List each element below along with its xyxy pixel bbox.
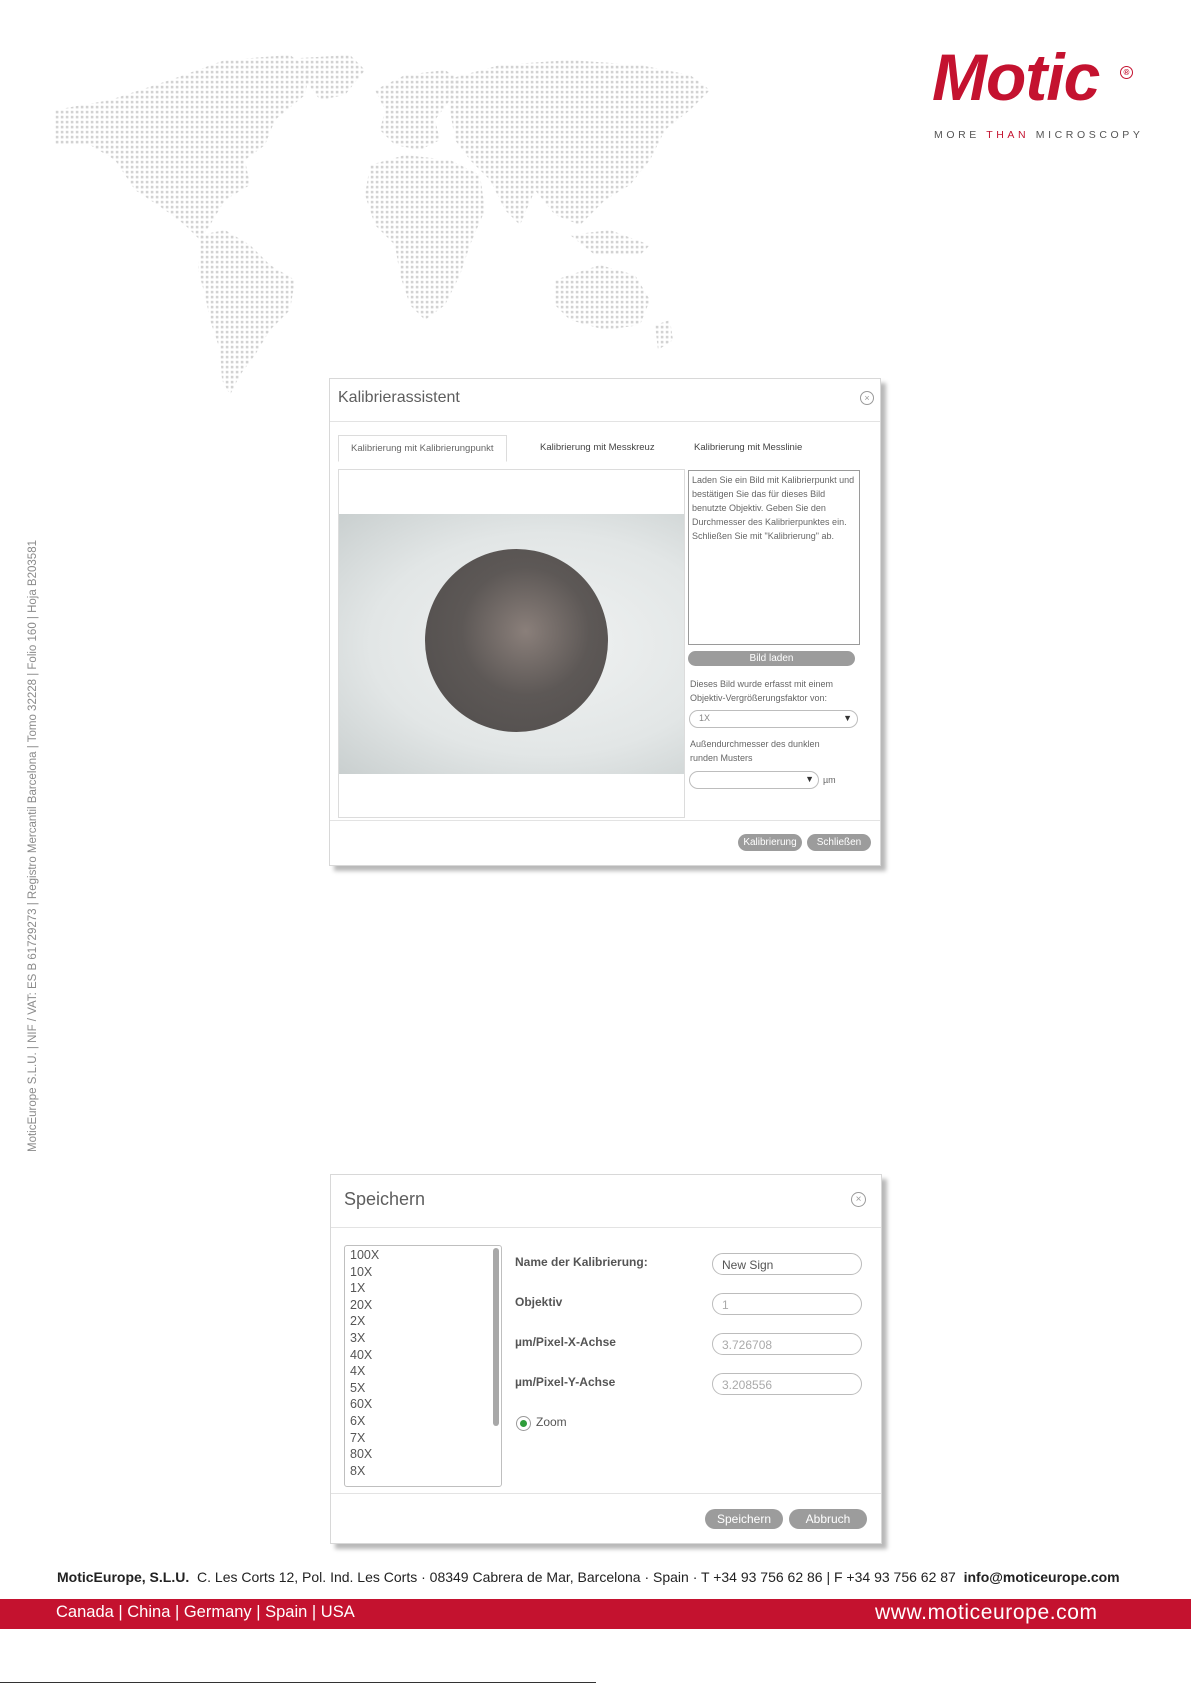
list-item[interactable]: 80X [350, 1447, 373, 1462]
name-field[interactable]: New Sign [712, 1253, 862, 1275]
world-map-graphic [50, 50, 750, 400]
motic-logo: Motic [932, 40, 1100, 114]
close-icon[interactable]: × [851, 1192, 866, 1207]
list-item[interactable]: 1X [350, 1281, 366, 1296]
instructions-text: Laden Sie ein Bild mit Kalibrierpunkt und bestätigen Sie das für dieses Bild benutzte Objektiv. Geben Sie den Durchmesser des Kalibrierpunktes ein. Schließen Sie mit "Kalibrierung" ab. [692, 475, 855, 541]
zoom-radio[interactable] [516, 1416, 531, 1431]
diameter-label: Außendurchmesser des dunklen runden Musters [690, 739, 820, 763]
company-name: MoticEurope, S.L.U. [57, 1569, 190, 1585]
tab-measuring-line[interactable]: Kalibrierung mit Messlinie [694, 442, 803, 453]
magnification-label: Dieses Bild wurde erfasst mit einem Objektiv-Vergrößerungsfaktor von: [690, 679, 834, 703]
list-item[interactable]: 8X [350, 1463, 366, 1478]
tab-measuring-cross[interactable]: Kalibrierung mit Messkreuz [540, 442, 655, 453]
diameter-unit: µm [823, 775, 836, 785]
list-item[interactable]: 2X [350, 1314, 366, 1329]
calibration-dialog-title: Kalibrierassistent [338, 389, 460, 406]
save-dialog-title: Speichern [344, 1189, 426, 1209]
brand-tagline: MORE THAN MICROSCOPY [934, 129, 1144, 141]
chevron-down-icon[interactable]: ▼ [843, 713, 852, 723]
load-image-button[interactable]: Bild laden [688, 651, 855, 666]
magnification-select[interactable] [689, 710, 858, 728]
calibration-dot [425, 549, 608, 732]
instructions-box [688, 470, 860, 645]
diameter-input[interactable] [689, 771, 819, 789]
list-item[interactable]: 5X [350, 1380, 366, 1395]
name-label: Name der Kalibrierung: [515, 1255, 648, 1269]
chevron-down-icon[interactable]: ▼ [805, 774, 814, 784]
calibration-list[interactable] [344, 1245, 502, 1487]
email-link[interactable]: info@moticeurope.com [963, 1569, 1120, 1585]
list-item[interactable]: 40X [350, 1347, 373, 1362]
y-axis-label: µm/Pixel-Y-Achse [515, 1375, 616, 1389]
objective-label: Objektiv [515, 1295, 563, 1309]
magnification-value: 1X [699, 713, 711, 723]
list-item[interactable]: 100X [350, 1248, 380, 1262]
list-item[interactable]: 20X [350, 1297, 373, 1312]
cancel-button[interactable]: Abbruch [789, 1509, 867, 1529]
y-axis-field[interactable]: 3.208556 [712, 1373, 862, 1395]
bottom-divider [0, 1682, 596, 1683]
list-item[interactable]: 4X [350, 1364, 366, 1379]
footer-address-line [57, 1569, 1120, 1585]
close-icon[interactable]: × [860, 391, 874, 405]
registered-mark: ® [1120, 66, 1133, 79]
legal-info-vertical: MoticEurope S.L.U. | NIF / VAT: ES B 61729273 | Registro Mercantil Barcelona | Tomo 32228 | Folio 160 | Hoja B203581 [27, 540, 39, 1152]
image-preview-panel [338, 469, 685, 818]
countries-list: Canada | China | Germany | Spain | USA [56, 1603, 355, 1621]
list-item[interactable]: 6X [350, 1413, 366, 1428]
close-button[interactable]: Schließen [807, 834, 871, 851]
x-axis-field[interactable]: 3.726708 [712, 1333, 862, 1355]
calibrate-button[interactable]: Kalibrierung [738, 834, 802, 851]
list-item[interactable]: 7X [350, 1430, 366, 1445]
calibration-dialog [329, 378, 881, 866]
save-button[interactable]: Speichern [705, 1509, 783, 1529]
company-address: C. Les Corts 12, Pol. Ind. Les Corts · 08349 Cabrera de Mar, Barcelona · Spain · T +34 93 756 62 86 | F +34 93 756 62 87 [197, 1569, 956, 1585]
tab-calibration-point[interactable]: Kalibrierung mit Kalibrierungpunkt [338, 435, 507, 462]
zoom-label: Zoom [536, 1415, 567, 1429]
scrollbar[interactable] [493, 1248, 499, 1426]
list-item[interactable]: 3X [350, 1330, 366, 1345]
list-item[interactable]: 10X [350, 1264, 373, 1279]
microscope-image [339, 514, 684, 774]
x-axis-label: µm/Pixel-X-Achse [515, 1335, 616, 1349]
list-item[interactable]: 60X [350, 1397, 373, 1412]
objective-field[interactable]: 1 [712, 1293, 862, 1315]
website-link[interactable]: www.moticeurope.com [875, 1601, 1098, 1624]
save-dialog [330, 1174, 882, 1544]
